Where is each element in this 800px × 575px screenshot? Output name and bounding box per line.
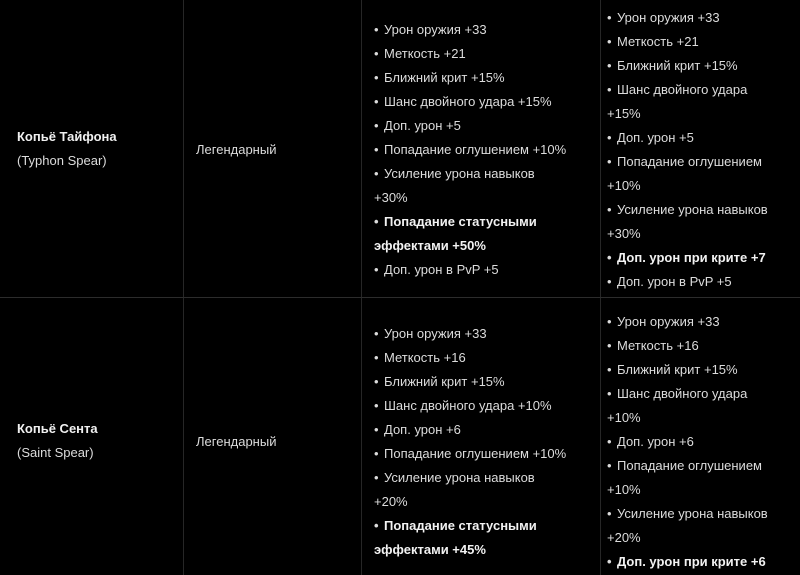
stat-item: • Попадание оглушением — [607, 154, 762, 169]
stat-item: • Попадание оглушением +10% — [374, 446, 567, 461]
item-grade: Легендарный — [196, 434, 277, 449]
stats-list — [374, 18, 596, 282]
stat-item: • Шанс двойного удара — [607, 386, 748, 401]
item-name-en: (Typhon Spear) — [17, 153, 107, 168]
stat-item: • Попадание оглушением — [607, 458, 762, 473]
stats-cell — [362, 0, 600, 298]
item-name — [17, 417, 98, 465]
stat-item: • Шанс двойного удара +10% — [374, 398, 552, 413]
stats-cell — [362, 298, 600, 575]
stat-item: • Усиление урона навыков — [374, 470, 535, 485]
stat-item: • Шанс двойного удара — [607, 82, 748, 97]
item-grade-cell — [184, 298, 361, 575]
item-grade-cell — [184, 0, 361, 298]
stat-item: • Урон оружия +33 — [374, 326, 487, 341]
stats-cell — [601, 0, 800, 298]
stat-item: • Доп. урон +5 — [374, 118, 461, 133]
item-grade: Легендарный — [196, 142, 277, 157]
stat-item: • Меткость +16 — [607, 338, 699, 353]
table-row — [0, 298, 800, 575]
stat-item-continuation: +10% — [607, 482, 641, 497]
item-name — [17, 125, 117, 173]
stat-item: • Доп. урон при крите +6 — [607, 554, 766, 569]
stat-item-continuation: +15% — [607, 106, 641, 121]
stat-item-continuation: +30% — [607, 226, 641, 241]
stats-list — [607, 6, 799, 294]
item-name-cell — [0, 298, 183, 575]
item-name-ru: Копьё Тайфона — [17, 129, 117, 144]
stat-item-continuation: +20% — [607, 530, 641, 545]
item-name-en: (Saint Spear) — [17, 445, 94, 460]
stat-item: • Доп. урон в PvP +5 — [607, 274, 732, 289]
stat-item: • Ближний крит +15% — [374, 374, 505, 389]
stat-item: • Урон оружия +33 — [374, 22, 487, 37]
stat-item: • Урон оружия +33 — [607, 10, 720, 25]
stat-item: • Меткость +21 — [374, 46, 466, 61]
item-name-cell — [0, 0, 183, 298]
stats-list — [374, 322, 596, 562]
stat-item: • Урон оружия +33 — [607, 314, 720, 329]
stat-item-continuation: +10% — [607, 410, 641, 425]
stat-item: • Усиление урона навыков — [607, 202, 768, 217]
stat-item: • Доп. урон в PvP +5 — [374, 262, 499, 277]
item-name-ru: Копьё Сента — [17, 421, 98, 436]
stat-item-continuation: +30% — [374, 190, 408, 205]
stat-item: • Попадание статусными — [374, 214, 537, 229]
stat-item-continuation: эффектами +50% — [374, 238, 486, 253]
stat-item: • Доп. урон при крите +7 — [607, 250, 766, 265]
stat-item-continuation: +20% — [374, 494, 408, 509]
stat-item: • Доп. урон +6 — [607, 434, 694, 449]
stats-cell — [601, 298, 800, 575]
stat-item: • Шанс двойного удара +15% — [374, 94, 552, 109]
stat-item: • Усиление урона навыков — [374, 166, 535, 181]
stat-item-continuation: +10% — [607, 178, 641, 193]
stat-item: • Меткость +16 — [374, 350, 466, 365]
stat-item: • Доп. урон +5 — [607, 130, 694, 145]
stat-item: • Меткость +21 — [607, 34, 699, 49]
stat-item: • Ближний крит +15% — [607, 362, 738, 377]
stat-item-continuation: эффектами +45% — [374, 542, 486, 557]
stat-item: • Попадание статусными — [374, 518, 537, 533]
stat-item: • Усиление урона навыков — [607, 506, 768, 521]
stat-item: • Ближний крит +15% — [607, 58, 738, 73]
stats-list — [607, 310, 799, 574]
stat-item: • Попадание оглушением +10% — [374, 142, 567, 157]
stat-item: • Доп. урон +6 — [374, 422, 461, 437]
stat-item: • Ближний крит +15% — [374, 70, 505, 85]
